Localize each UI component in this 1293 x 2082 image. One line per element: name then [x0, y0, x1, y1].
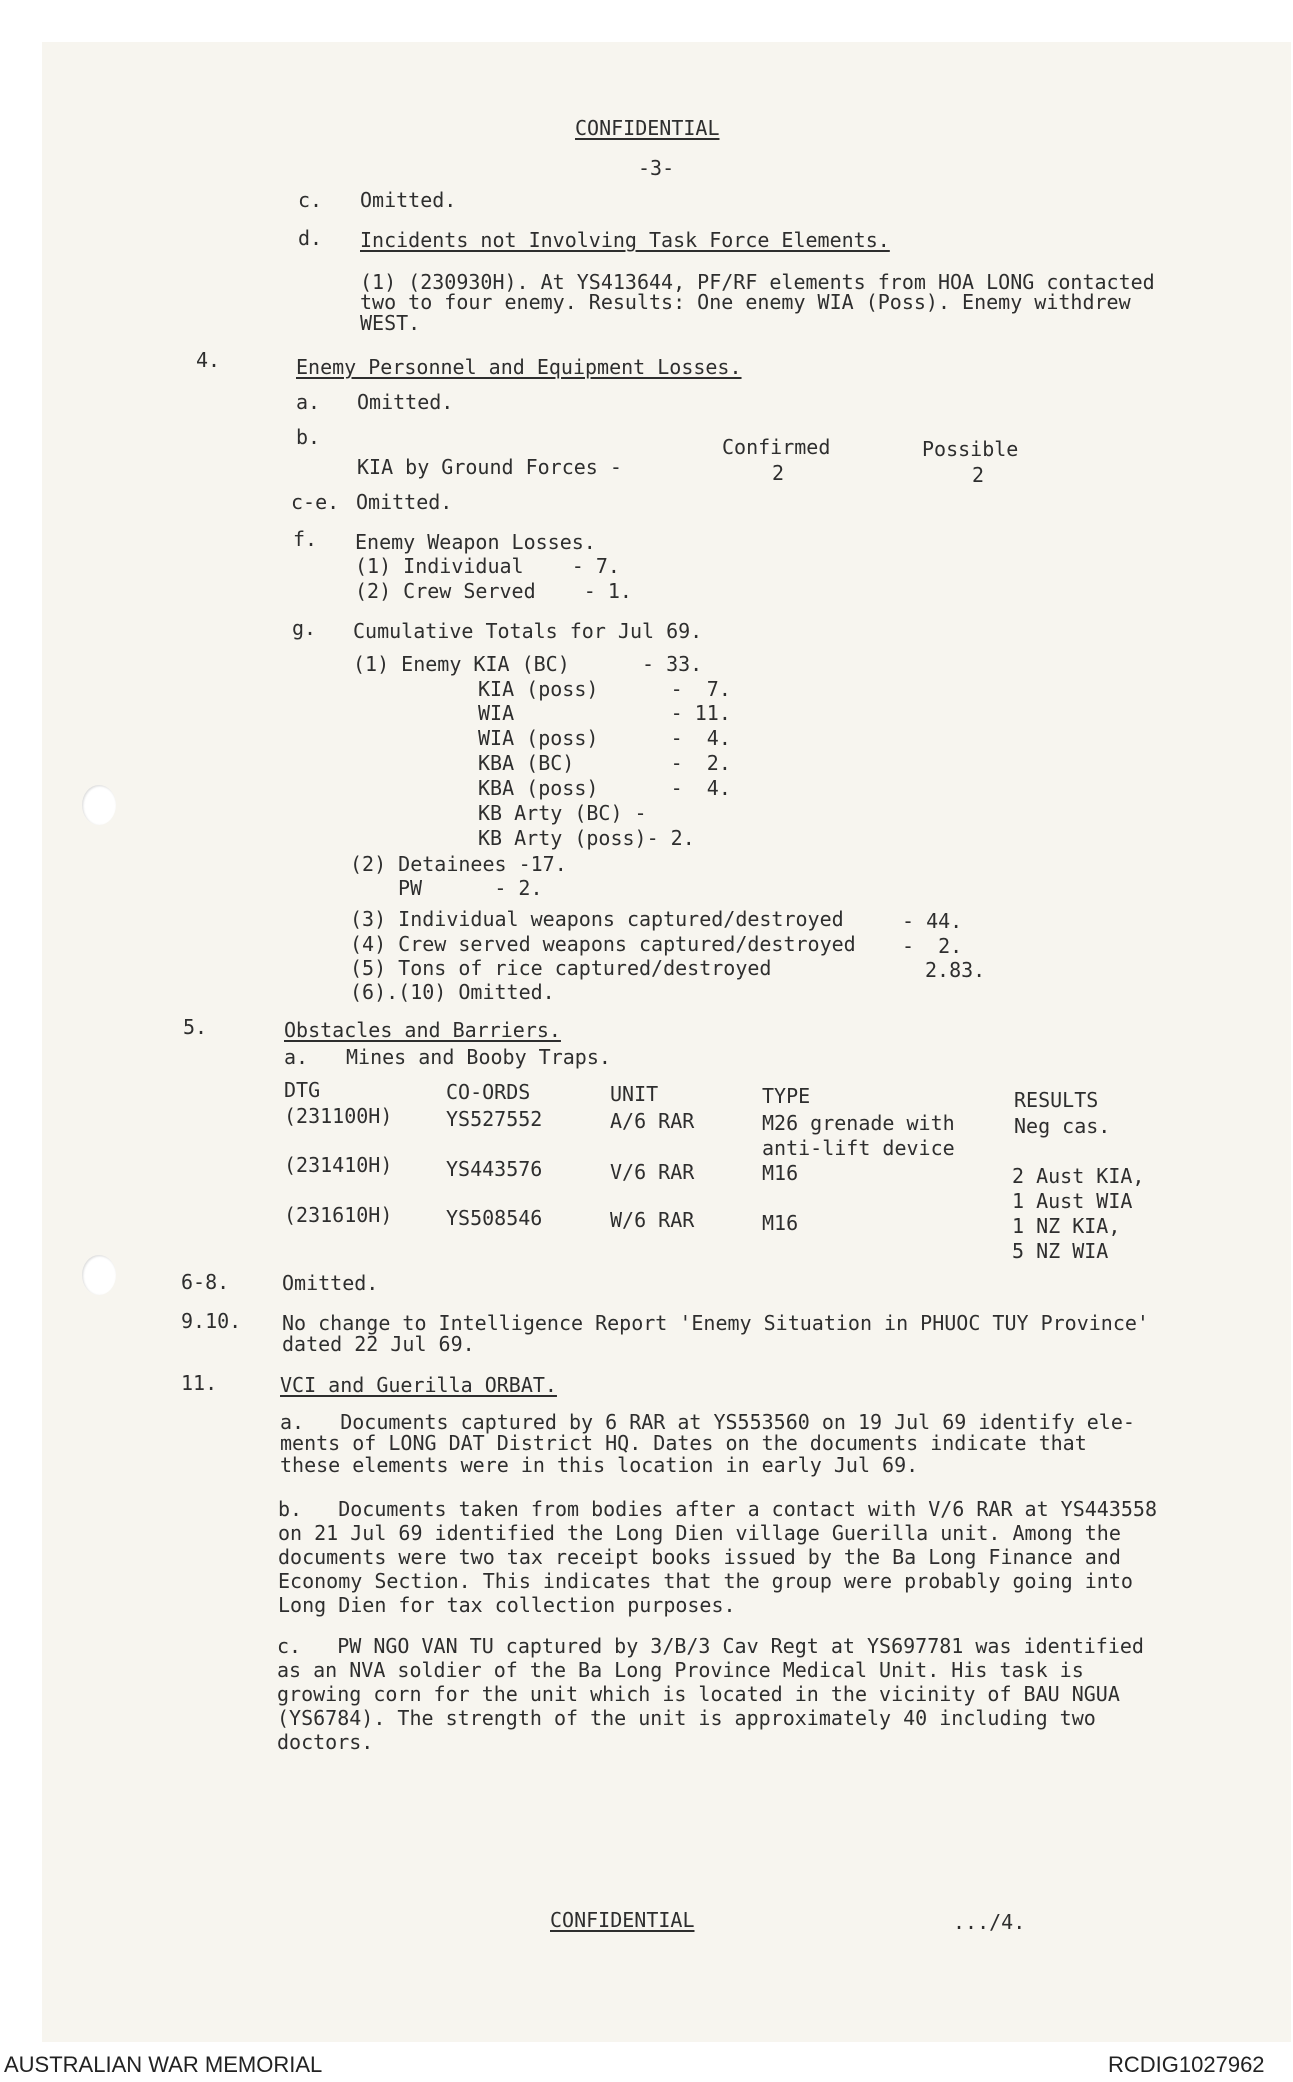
table-cell: 2 Aust KIA,: [1012, 1164, 1145, 1188]
table-cell: anti-lift device: [762, 1136, 955, 1160]
table-cell: (231100H): [284, 1104, 393, 1128]
list-item: PW - 2.: [398, 876, 543, 900]
section-number: 11.: [181, 1371, 218, 1395]
list-item: (6).(10) Omitted.: [350, 980, 555, 1004]
value-cell: 2: [772, 461, 785, 485]
table-cell: W/6 RAR: [610, 1208, 695, 1232]
punch-hole: [82, 1255, 116, 1295]
table-cell: 5 NZ WIA: [1012, 1239, 1109, 1263]
item-title: Cumulative Totals for Jul 69.: [353, 619, 703, 643]
table-header: DTG: [284, 1078, 321, 1102]
item-text: Omitted.: [356, 490, 453, 514]
table-cell: Neg cas.: [1014, 1114, 1111, 1138]
list-item: KIA (poss) - 7.: [478, 677, 731, 701]
item-label: a.: [284, 1045, 309, 1069]
paragraph-line: Long Dien for tax collection purposes.: [278, 1593, 736, 1617]
item-label: a.: [296, 390, 321, 414]
paragraph-line: WEST.: [360, 311, 421, 335]
list-item: (2) Crew Served - 1.: [355, 579, 632, 603]
list-item: KB Arty (BC) -: [478, 801, 647, 825]
footer-classification: CONFIDENTIAL: [550, 1908, 695, 1932]
row-label: KIA by Ground Forces -: [357, 455, 622, 479]
section-heading: Obstacles and Barriers.: [284, 1018, 561, 1042]
table-cell: M16: [762, 1161, 799, 1185]
header-classification: CONFIDENTIAL: [575, 116, 720, 140]
list-item: KBA (BC) - 2.: [478, 751, 731, 775]
document-page: [42, 42, 1291, 2042]
list-item: KBA (poss) - 4.: [478, 776, 731, 800]
item-label: f.: [293, 527, 318, 551]
item-text: Mines and Booby Traps.: [346, 1045, 611, 1069]
table-header: UNIT: [610, 1082, 659, 1106]
table-cell: (231610H): [284, 1203, 393, 1227]
column-header: Possible: [922, 437, 1019, 461]
section-number: 4.: [196, 348, 221, 372]
item-label: d.: [298, 226, 323, 250]
table-header: TYPE: [762, 1084, 811, 1108]
table-header: RESULTS: [1014, 1088, 1099, 1112]
item-text: Omitted.: [360, 188, 457, 212]
column-header: Confirmed: [722, 435, 831, 459]
paragraph-line: Economy Section. This indicates that the group were probably going into: [278, 1569, 1133, 1593]
page-number: -3-: [638, 156, 675, 180]
paragraph-line: these elements were in this location in early Jul 69.: [280, 1453, 919, 1477]
list-item: (3) Individual weapons captured/destroyed: [350, 907, 844, 931]
continuation-marker: .../4.: [953, 1910, 1026, 1934]
paragraph-line: growing corn for the unit which is located in the vicinity of BAU NGUA: [277, 1682, 1120, 1706]
paragraph-line: No change to Intelligence Report 'Enemy Situation in PHUOC TUY Province': [282, 1311, 1149, 1335]
paragraph-line: doctors.: [277, 1730, 374, 1754]
paragraph-line: (YS6784). The strength of the unit is approximately 40 including two: [277, 1706, 1096, 1730]
paragraph-line: ments of LONG DAT District HQ. Dates on the documents indicate that: [280, 1431, 1087, 1455]
paragraph-line: (1) (230930H). At YS413644, PF/RF elements from HOA LONG contacted: [360, 270, 1155, 294]
item-text: Omitted.: [357, 390, 454, 414]
paragraph-line: b. Documents taken from bodies after a contact with V/6 RAR at YS443558: [278, 1497, 1157, 1521]
paragraph-line: c. PW NGO VAN TU captured by 3/B/3 Cav Regt at YS697781 was identified: [277, 1634, 1144, 1658]
item-label: g.: [292, 616, 317, 640]
table-cell: 1 Aust WIA: [1012, 1189, 1133, 1213]
table-cell: YS443576: [446, 1157, 543, 1181]
table-cell: YS508546: [446, 1206, 543, 1230]
paragraph-line: as an NVA soldier of the Ba Long Province Medical Unit. His task is: [277, 1658, 1084, 1682]
section-heading: VCI and Guerilla ORBAT.: [280, 1373, 557, 1397]
list-item: (1) Individual - 7.: [355, 554, 620, 578]
list-item: (5) Tons of rice captured/destroyed: [350, 956, 772, 980]
paragraph-line: dated 22 Jul 69.: [282, 1332, 475, 1356]
paragraph-line: two to four enemy. Results: One enemy WIA (Poss). Enemy withdrew: [360, 290, 1131, 314]
list-item: (2) Detainees -17.: [350, 852, 567, 876]
section-heading: Enemy Personnel and Equipment Losses.: [296, 355, 742, 379]
item-label: c.: [298, 188, 323, 212]
archive-name: AUSTRALIAN WAR MEMORIAL: [4, 2052, 323, 2077]
paragraph-line: on 21 Jul 69 identified the Long Dien village Guerilla unit. Among the: [278, 1521, 1121, 1545]
value-cell: - 44.: [902, 909, 963, 933]
value-cell: 2.83.: [925, 958, 986, 982]
list-item: KB Arty (poss)- 2.: [478, 826, 695, 850]
section-heading: Incidents not Involving Task Force Elements.: [360, 228, 890, 252]
table-cell: M26 grenade with: [762, 1111, 955, 1135]
archive-id: RCDIG1027962: [1108, 2052, 1265, 2077]
paragraph-line: documents were two tax receipt books issued by the Ba Long Finance and: [278, 1545, 1121, 1569]
value-cell: - 2.: [902, 934, 963, 958]
table-cell: M16: [762, 1211, 799, 1235]
punch-hole: [82, 785, 116, 825]
item-label: b.: [296, 425, 321, 449]
list-item: WIA (poss) - 4.: [478, 726, 731, 750]
section-number: 9.10.: [181, 1309, 242, 1333]
list-item: WIA - 11.: [478, 701, 731, 725]
table-cell: A/6 RAR: [610, 1109, 695, 1133]
table-cell: (231410H): [284, 1153, 393, 1177]
table-cell: YS527552: [446, 1107, 543, 1131]
paragraph-line: a. Documents captured by 6 RAR at YS553560 on 19 Jul 69 identify ele-: [280, 1410, 1135, 1434]
section-number: 5.: [183, 1015, 208, 1039]
item-label: c-e.: [291, 490, 340, 514]
table-cell: V/6 RAR: [610, 1160, 695, 1184]
item-text: Omitted.: [282, 1271, 379, 1295]
section-number: 6-8.: [181, 1270, 230, 1294]
list-item: (1) Enemy KIA (BC) - 33.: [353, 652, 703, 676]
item-title: Enemy Weapon Losses.: [355, 530, 596, 554]
table-cell: 1 NZ KIA,: [1012, 1214, 1121, 1238]
list-item: (4) Crew served weapons captured/destroyed: [350, 932, 856, 956]
table-header: CO-ORDS: [446, 1080, 531, 1104]
value-cell: 2: [972, 463, 985, 487]
